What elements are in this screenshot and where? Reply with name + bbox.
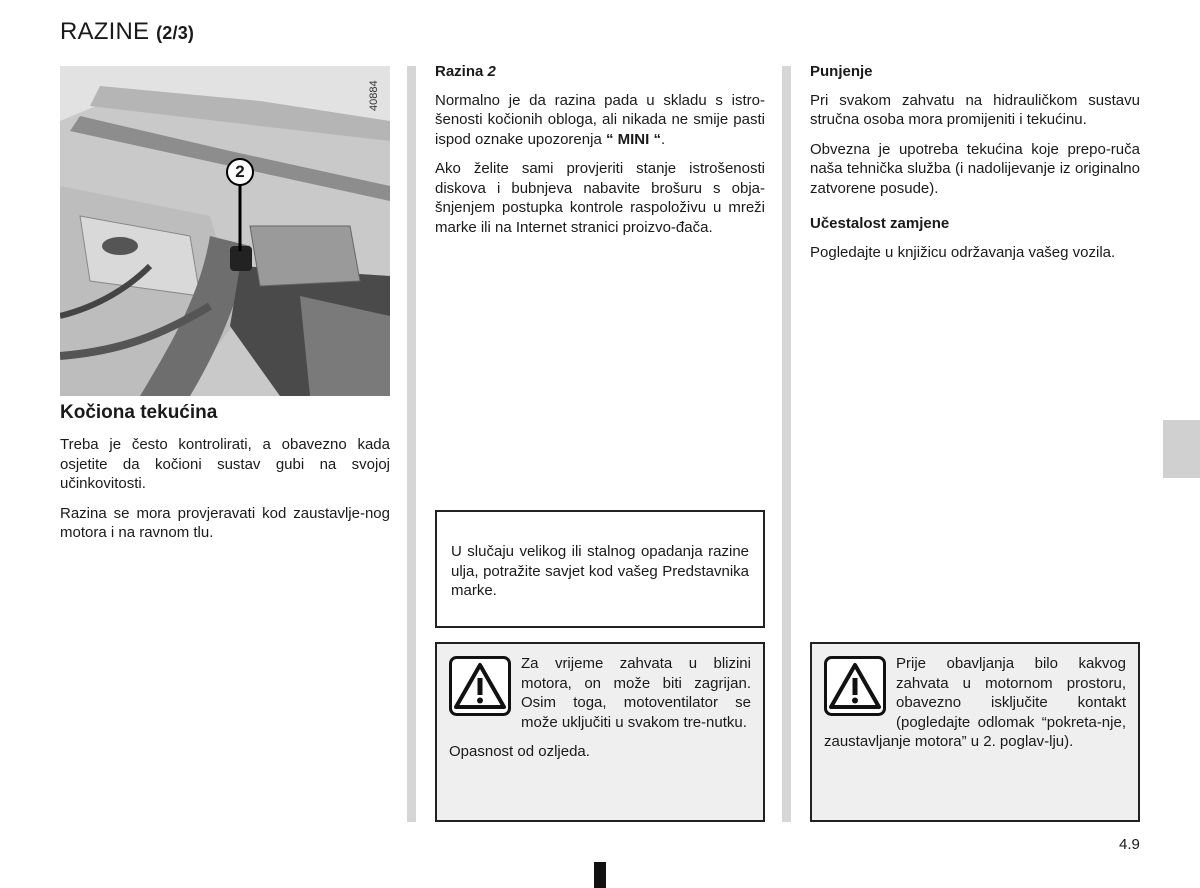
warning-box-ignition	[810, 642, 1140, 822]
paragraph: Pri svakom zahvatu na hidrauličkom sustavu stručna osoba mora promijeniti i tekućinu.	[810, 91, 1140, 128]
section-tab	[1163, 420, 1200, 478]
mini-mark-label: “ MINI “	[605, 130, 661, 148]
info-box	[435, 510, 765, 628]
column-separator-left	[407, 66, 416, 822]
engine-bay-photo	[60, 66, 390, 396]
level-heading-text: Razina	[435, 63, 484, 80]
paragraph: Pogledajte u knjižicu održavanja vašeg vozila.	[810, 243, 1116, 261]
warning-text: Prije obavljanja bilo kakvog zahvata u motornom prostoru, obavezno isključite kontakt (pogledajte odlomak “pokreta-nje, zaustavljanje motora” u 2. poglav-lju).	[824, 655, 1126, 750]
callout-2	[226, 158, 254, 186]
paragraph: Razina se mora provjeravati kod zaustavlje-nog motora i na ravnom tlu.	[60, 504, 390, 541]
paragraph: Ako želite sami provjeriti stanje istrošenosti diskova i bubnjeva nabavite brošuru s obja-šnjenjem postupka kontrole raspoloživu u mreži marke ili na Internet stranici proizvo-đača.	[435, 160, 765, 236]
info-text: U slučaju velikog ili stalnog opadanja razine ulja, potražite savjet kod vašeg Predstavnika marke.	[451, 543, 749, 599]
replacement-frequency-heading: Učestalost zamjene	[810, 215, 950, 232]
warning-triangle-icon	[824, 656, 886, 716]
section-heading-brake-fluid: Kočiona tekućina	[60, 402, 218, 423]
image-reference-number: 40884	[368, 80, 380, 112]
warning-text: Za vrijeme zahvata u blizini motora, on može biti zagrijan. Osim toga, motoventilator se može uključiti u svakom tre-nutku.	[521, 655, 751, 731]
page-number: 4.9	[1119, 836, 1140, 853]
level-heading	[435, 62, 765, 82]
paragraph-text: Normalno je da razina pada u skladu s istro-šenosti kočionih obloga, ali nikada ne smije pasti ispod oznake upozorenja	[435, 91, 765, 148]
column-separator-right	[782, 66, 791, 822]
footer-marker	[594, 862, 606, 888]
warning-text: Opasnost od ozljeda.	[449, 743, 590, 760]
level-heading-number: 2	[487, 63, 496, 80]
filling-heading: Punjenje	[810, 63, 873, 80]
paragraph-end: .	[660, 130, 666, 148]
column-left	[60, 400, 390, 553]
paragraph	[435, 91, 765, 150]
column-middle	[435, 62, 765, 247]
paragraph: Treba je često kontrolirati, a obavezno kada osjetite da kočioni sustav gubi na svojoj učinkovitosti.	[60, 436, 390, 492]
page-title-text: RAZINE	[60, 18, 150, 45]
column-right	[810, 62, 1140, 272]
page-title	[60, 18, 194, 46]
paragraph: Obvezna je upotreba tekućina koje prepo-ruča naša tehnička služba (i nadolijevanje iz originalno zatvorene posude).	[810, 140, 1140, 197]
warning-triangle-icon	[449, 656, 511, 716]
warning-box-engine	[435, 642, 765, 822]
callout-label: 2	[235, 162, 245, 181]
page-part-indicator: (2/3)	[156, 23, 195, 43]
